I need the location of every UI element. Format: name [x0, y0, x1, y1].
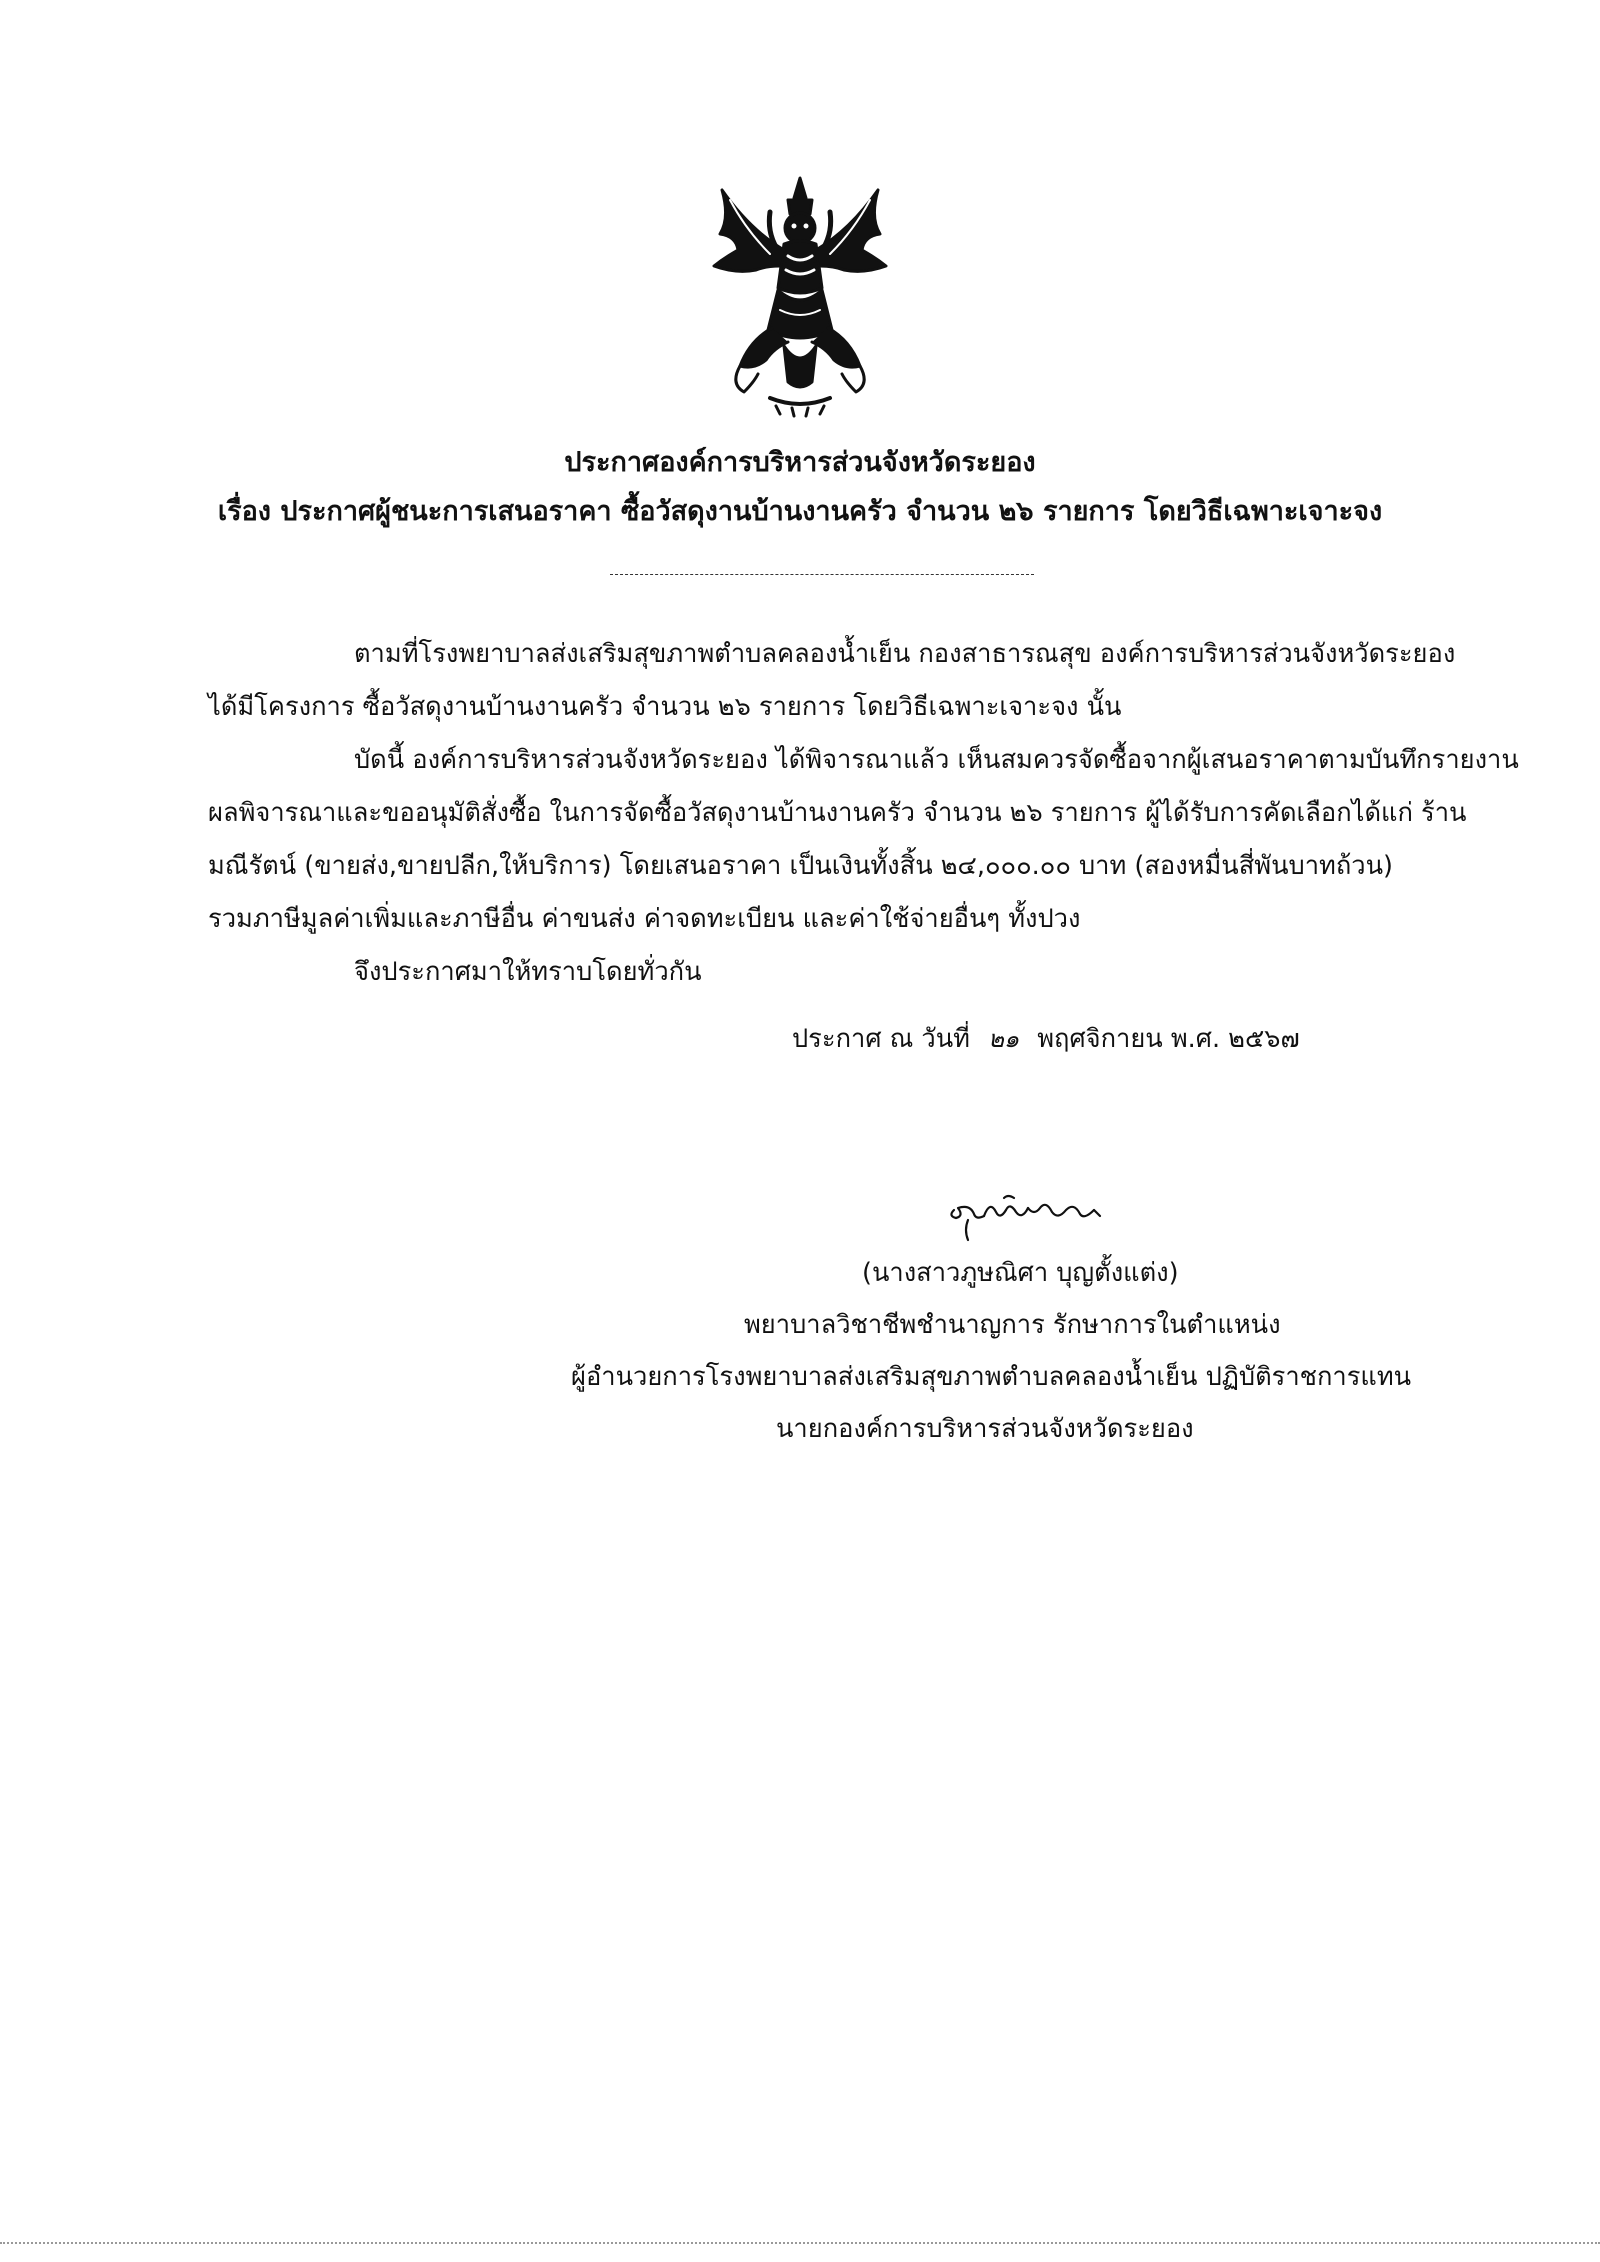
paragraph1-line1: ตามที่โรงพยาบาลส่งเสริมสุขภาพตำบลคลองน้ำเย็น กองสาธารณสุข องค์การบริหารส่วนจังหวัดระยอง	[354, 639, 1456, 669]
announcement-title: ประกาศองค์การบริหารส่วนจังหวัดระยอง	[564, 447, 1036, 478]
signature-mark	[934, 1190, 1134, 1260]
signer-position2: ผู้อำนวยการโรงพยาบาลส่งเสริมสุขภาพตำบลคลองน้ำเย็น ปฏิบัติราชการแทน	[571, 1362, 1412, 1392]
signer-position3: นายกองค์การบริหารส่วนจังหวัดระยอง	[776, 1414, 1194, 1444]
paragraph1-line2: ได้มีโครงการ ซื้อวัสดุงานบ้านงานครัว จำนวน ๒๖ รายการ โดยวิธีเฉพาะเจาะจง นั้น	[208, 692, 1122, 722]
paragraph2-line1: บัดนี้ องค์การบริหารส่วนจังหวัดระยอง ได้พิจารณาแล้ว เห็นสมควรจัดซื้อจากผู้เสนอราคาตามบันทึกรายงาน	[354, 745, 1519, 775]
garuda-emblem-icon	[700, 170, 900, 420]
paragraph2-line3: มณีรัตน์ (ขายส่ง,ขายปลีก,ให้บริการ) โดยเสนอราคา เป็นเงินทั้งสิ้น ๒๔,๐๐๐.๐๐ บาท (สองหมื่นสี่พันบาทถ้วน)	[208, 851, 1393, 881]
title-divider	[610, 574, 1034, 575]
announcement-subject: เรื่อง ประกาศผู้ชนะการเสนอราคา ซื้อวัสดุงานบ้านงานครัว จำนวน ๒๖ รายการ โดยวิธีเฉพาะเจาะจง	[217, 496, 1383, 527]
date-prefix: ประกาศ ณ วันที่	[792, 1024, 970, 1054]
signer-position1: พยาบาลวิชาชีพชำนาญการ รักษาการในตำแหน่ง	[744, 1310, 1281, 1340]
signer-name: (นางสาวภูษณิศา บุญตั้งแต่ง)	[862, 1258, 1179, 1288]
date-month-year: พฤศจิกายน พ.ศ. ๒๕๖๗	[1037, 1024, 1300, 1054]
scan-edge-mark	[0, 2242, 1600, 2248]
closing-line: จึงประกาศมาให้ทราบโดยทั่วกัน	[354, 957, 702, 987]
paragraph2-line4: รวมภาษีมูลค่าเพิ่มและภาษีอื่น ค่าขนส่ง ค่าจดทะเบียน และค่าใช้จ่ายอื่นๆ ทั้งปวง	[208, 904, 1081, 934]
paragraph2-line2: ผลพิจารณาและขออนุมัติสั่งซื้อ ในการจัดซื้อวัสดุงานบ้านงานครัว จำนวน ๒๖ รายการ ผู้ได้รับการคัดเลือกได้แก่ ร้าน	[208, 798, 1467, 828]
announcement-date	[792, 1022, 1300, 1056]
date-day: ๒๑	[988, 1025, 1020, 1053]
